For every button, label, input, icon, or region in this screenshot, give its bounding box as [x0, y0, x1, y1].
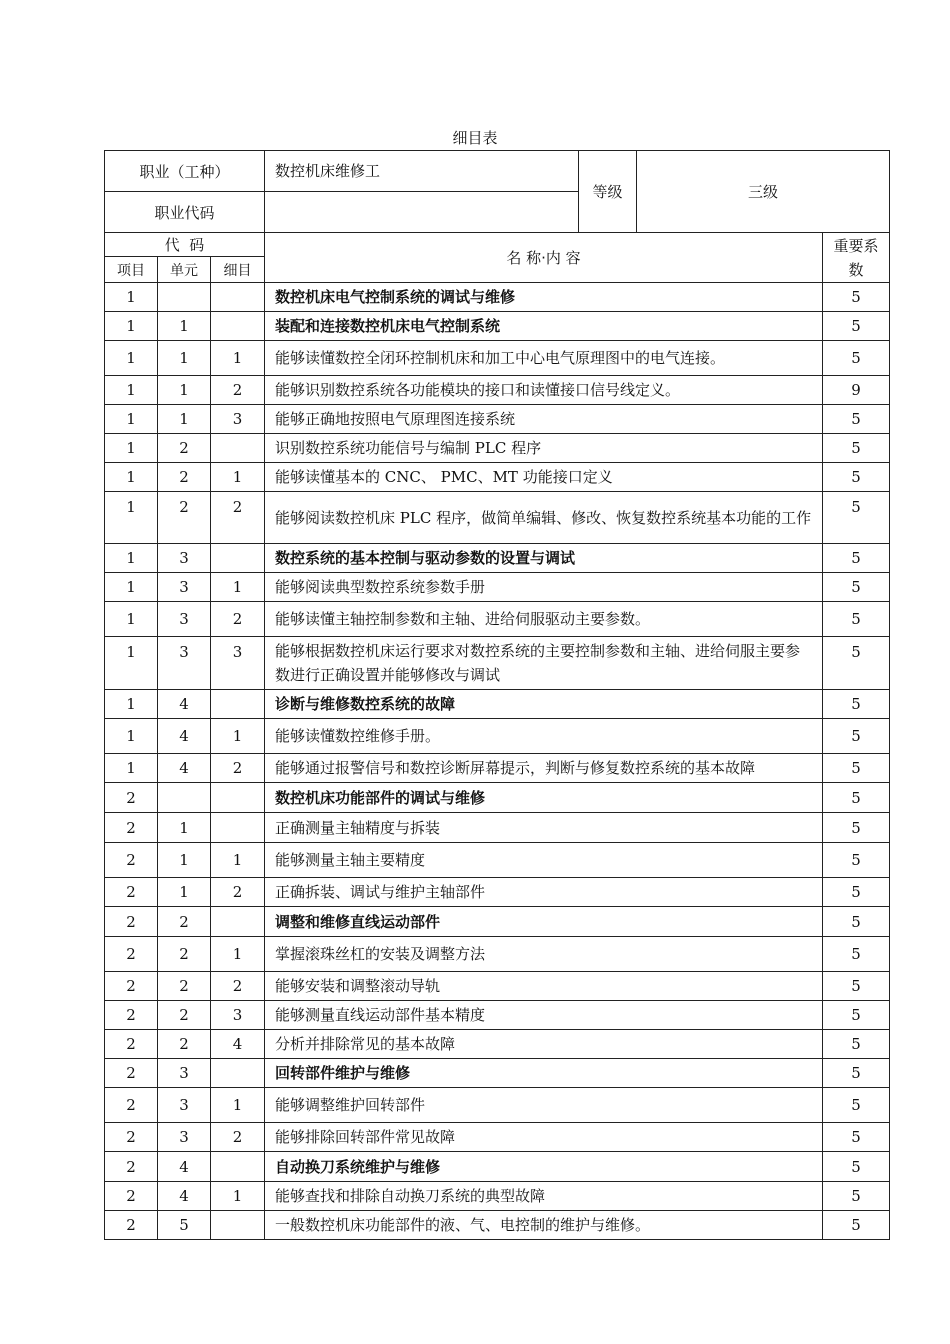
detail-cell: 1	[211, 463, 265, 492]
content-cell: 能够调整维护回转部件	[265, 1088, 823, 1123]
item-cell: 1	[105, 719, 158, 754]
unit-cell: 3	[158, 1123, 211, 1152]
weight-cell: 5	[823, 1059, 890, 1088]
detail-cell	[211, 1059, 265, 1088]
content-cell: 调整和维修直线运动部件	[265, 907, 823, 937]
weight-cell: 5	[823, 1030, 890, 1059]
item-cell: 1	[105, 602, 158, 637]
weight-cell: 5	[823, 405, 890, 434]
item-cell: 2	[105, 1030, 158, 1059]
table-row	[105, 719, 890, 754]
item-cell: 2	[105, 937, 158, 972]
unit-cell: 1	[158, 405, 211, 434]
table-row	[105, 341, 890, 376]
unit-cell: 3	[158, 602, 211, 637]
item-cell: 1	[105, 312, 158, 341]
content-cell: 回转部件维护与维修	[265, 1059, 823, 1088]
item-cell: 2	[105, 1059, 158, 1088]
detail-cell: 1	[211, 1182, 265, 1211]
unit-cell: 3	[158, 637, 211, 690]
content-cell: 能够安装和调整滚动导轨	[265, 972, 823, 1001]
detail-cell	[211, 1152, 265, 1182]
content-cell: 数控系统的基本控制与驱动参数的设置与调试	[265, 544, 823, 573]
content-cell: 能够测量主轴主要精度	[265, 843, 823, 878]
item-cell: 1	[105, 544, 158, 573]
weight-cell: 5	[823, 937, 890, 972]
weight-cell: 5	[823, 907, 890, 937]
unit-cell	[158, 283, 211, 312]
item-cell: 2	[105, 1123, 158, 1152]
grade-label: 等级	[579, 151, 637, 233]
detail-header: 细目	[211, 257, 265, 283]
unit-cell: 2	[158, 1030, 211, 1059]
detail-cell: 1	[211, 719, 265, 754]
table-row	[105, 602, 890, 637]
weight-cell: 5	[823, 463, 890, 492]
table-row	[105, 376, 890, 405]
table-row	[105, 1059, 890, 1088]
table-row	[105, 813, 890, 843]
detail-cell: 3	[211, 1001, 265, 1030]
item-cell: 2	[105, 1152, 158, 1182]
unit-cell: 2	[158, 1001, 211, 1030]
table-row	[105, 1123, 890, 1152]
detail-cell: 3	[211, 405, 265, 434]
detail-cell: 1	[211, 341, 265, 376]
unit-cell: 4	[158, 690, 211, 719]
weight-cell: 5	[823, 1088, 890, 1123]
weight-cell: 5	[823, 754, 890, 783]
unit-cell: 1	[158, 376, 211, 405]
content-cell: 能够阅读典型数控系统参数手册	[265, 573, 823, 602]
detail-cell: 2	[211, 754, 265, 783]
content-cell: 正确拆装、调试与维护主轴部件	[265, 878, 823, 907]
content-cell: 能够排除回转部件常见故障	[265, 1123, 823, 1152]
weight-cell: 5	[823, 813, 890, 843]
detail-cell: 3	[211, 637, 265, 690]
weight-cell: 5	[823, 1152, 890, 1182]
table-row	[105, 1182, 890, 1211]
detail-cell	[211, 434, 265, 463]
content-cell: 能够读懂基本的 CNC、 PMC、MT 功能接口定义	[265, 463, 823, 492]
item-cell: 2	[105, 1182, 158, 1211]
weight-cell: 5	[823, 1211, 890, 1240]
unit-cell: 2	[158, 972, 211, 1001]
code-label: 职业代码	[105, 192, 265, 233]
content-cell: 自动换刀系统维护与维修	[265, 1152, 823, 1182]
weight-cell: 5	[823, 719, 890, 754]
weight-cell: 5	[823, 602, 890, 637]
unit-cell: 2	[158, 463, 211, 492]
weight-cell: 5	[823, 312, 890, 341]
content-cell: 正确测量主轴精度与拆装	[265, 813, 823, 843]
table-row	[105, 972, 890, 1001]
unit-cell: 4	[158, 1152, 211, 1182]
unit-cell: 2	[158, 907, 211, 937]
table-row	[105, 637, 890, 690]
unit-cell: 5	[158, 1211, 211, 1240]
content-cell: 一般数控机床功能部件的液、气、电控制的维护与维修。	[265, 1211, 823, 1240]
unit-cell: 2	[158, 492, 211, 544]
detail-cell	[211, 283, 265, 312]
unit-cell: 1	[158, 312, 211, 341]
weight-cell: 5	[823, 1001, 890, 1030]
item-cell: 1	[105, 434, 158, 463]
document-title: 细目表	[452, 129, 498, 147]
detail-cell	[211, 907, 265, 937]
table-row	[105, 434, 890, 463]
table-row	[105, 283, 890, 312]
detail-cell	[211, 1211, 265, 1240]
grade-value: 三级	[637, 151, 890, 233]
unit-cell: 3	[158, 1059, 211, 1088]
detail-cell: 4	[211, 1030, 265, 1059]
item-header: 项目	[105, 257, 158, 283]
content-cell: 能够通过报警信号和数控诊断屏幕提示，判断与修复数控系统的基本故障	[265, 754, 823, 783]
name-content-header: 名 称·内 容	[265, 233, 823, 283]
weight-cell: 5	[823, 878, 890, 907]
weight-cell: 5	[823, 1123, 890, 1152]
item-cell: 1	[105, 463, 158, 492]
unit-cell: 3	[158, 544, 211, 573]
weight-cell: 5	[823, 341, 890, 376]
content-cell: 数控机床电气控制系统的调试与维修	[265, 283, 823, 312]
weight-cell: 5	[823, 1182, 890, 1211]
unit-cell	[158, 783, 211, 813]
item-cell: 2	[105, 1211, 158, 1240]
table-row	[105, 544, 890, 573]
item-cell: 2	[105, 1001, 158, 1030]
table-row	[105, 1001, 890, 1030]
content-cell: 能够读懂数控全闭环控制机床和加工中心电气原理图中的电气连接。	[265, 341, 823, 376]
detail-cell: 2	[211, 972, 265, 1001]
weight-cell: 5	[823, 573, 890, 602]
table-row	[105, 907, 890, 937]
unit-cell: 3	[158, 1088, 211, 1123]
content-cell: 数控机床功能部件的调试与维修	[265, 783, 823, 813]
detail-cell: 1	[211, 573, 265, 602]
weight-header: 重要系数	[823, 233, 890, 283]
unit-cell: 1	[158, 813, 211, 843]
content-cell: 能够正确地按照电气原理图连接系统	[265, 405, 823, 434]
weight-cell: 5	[823, 690, 890, 719]
item-cell: 1	[105, 573, 158, 602]
occupation-value: 数控机床维修工	[265, 151, 579, 192]
content-cell: 分析并排除常见的基本故障	[265, 1030, 823, 1059]
weight-cell: 5	[823, 492, 890, 544]
table-row	[105, 463, 890, 492]
table-row	[105, 1030, 890, 1059]
item-cell: 2	[105, 813, 158, 843]
weight-cell: 5	[823, 843, 890, 878]
table-row	[105, 878, 890, 907]
table-row	[105, 492, 890, 544]
content-cell: 能够查找和排除自动换刀系统的典型故障	[265, 1182, 823, 1211]
occupation-label: 职业（工种）	[105, 151, 265, 192]
weight-cell: 5	[823, 434, 890, 463]
unit-cell: 2	[158, 434, 211, 463]
unit-cell: 3	[158, 573, 211, 602]
table-row	[105, 843, 890, 878]
weight-cell: 5	[823, 283, 890, 312]
detail-cell	[211, 544, 265, 573]
item-cell: 2	[105, 972, 158, 1001]
content-cell: 掌握滚珠丝杠的安装及调整方法	[265, 937, 823, 972]
detail-cell	[211, 813, 265, 843]
content-cell: 能够根据数控机床运行要求对数控系统的主要控制参数和主轴、进给伺服主要参数进行正确设置并能够修改与调试	[265, 637, 823, 690]
table-row	[105, 937, 890, 972]
table-row	[105, 754, 890, 783]
content-cell: 能够阅读数控机床 PLC 程序，做简单编辑、修改、恢复数控系统基本功能的工作	[265, 492, 823, 544]
table-row	[105, 405, 890, 434]
content-cell: 诊断与维修数控系统的故障	[265, 690, 823, 719]
code-group-header: 代 码	[105, 233, 265, 257]
table-row	[105, 1152, 890, 1182]
table-row	[105, 690, 890, 719]
detail-cell: 2	[211, 1123, 265, 1152]
item-cell: 2	[105, 783, 158, 813]
table-row	[105, 1211, 890, 1240]
unit-cell: 1	[158, 843, 211, 878]
item-cell: 1	[105, 405, 158, 434]
unit-cell: 4	[158, 1182, 211, 1211]
item-cell: 1	[105, 341, 158, 376]
item-cell: 1	[105, 754, 158, 783]
content-cell: 能够测量直线运动部件基本精度	[265, 1001, 823, 1030]
item-cell: 1	[105, 376, 158, 405]
item-cell: 2	[105, 907, 158, 937]
item-cell: 2	[105, 843, 158, 878]
item-cell: 1	[105, 637, 158, 690]
detail-cell	[211, 312, 265, 341]
item-cell: 1	[105, 690, 158, 719]
item-cell: 2	[105, 878, 158, 907]
weight-cell: 5	[823, 544, 890, 573]
weight-cell: 9	[823, 376, 890, 405]
weight-cell: 5	[823, 637, 890, 690]
weight-cell: 5	[823, 972, 890, 1001]
detail-cell: 1	[211, 843, 265, 878]
unit-cell: 2	[158, 937, 211, 972]
unit-cell: 4	[158, 754, 211, 783]
content-cell: 能够读懂数控维修手册。	[265, 719, 823, 754]
weight-cell: 5	[823, 783, 890, 813]
detail-table	[104, 150, 890, 1240]
code-value	[265, 192, 579, 233]
detail-cell: 2	[211, 376, 265, 405]
unit-cell: 1	[158, 878, 211, 907]
detail-cell	[211, 690, 265, 719]
unit-cell: 1	[158, 341, 211, 376]
detail-cell: 1	[211, 937, 265, 972]
item-cell: 1	[105, 283, 158, 312]
table-row	[105, 312, 890, 341]
detail-cell: 2	[211, 492, 265, 544]
content-cell: 能够读懂主轴控制参数和主轴、进给伺服驱动主要参数。	[265, 602, 823, 637]
content-cell: 能够识别数控系统各功能模块的接口和读懂接口信号线定义。	[265, 376, 823, 405]
item-cell: 1	[105, 492, 158, 544]
detail-cell	[211, 783, 265, 813]
table-row	[105, 783, 890, 813]
detail-cell: 2	[211, 878, 265, 907]
detail-cell: 1	[211, 1088, 265, 1123]
unit-cell: 4	[158, 719, 211, 754]
item-cell: 2	[105, 1088, 158, 1123]
content-cell: 识别数控系统功能信号与编制 PLC 程序	[265, 434, 823, 463]
unit-header: 单元	[158, 257, 211, 283]
detail-cell: 2	[211, 602, 265, 637]
content-cell: 装配和连接数控机床电气控制系统	[265, 312, 823, 341]
table-row	[105, 1088, 890, 1123]
table-row	[105, 573, 890, 602]
